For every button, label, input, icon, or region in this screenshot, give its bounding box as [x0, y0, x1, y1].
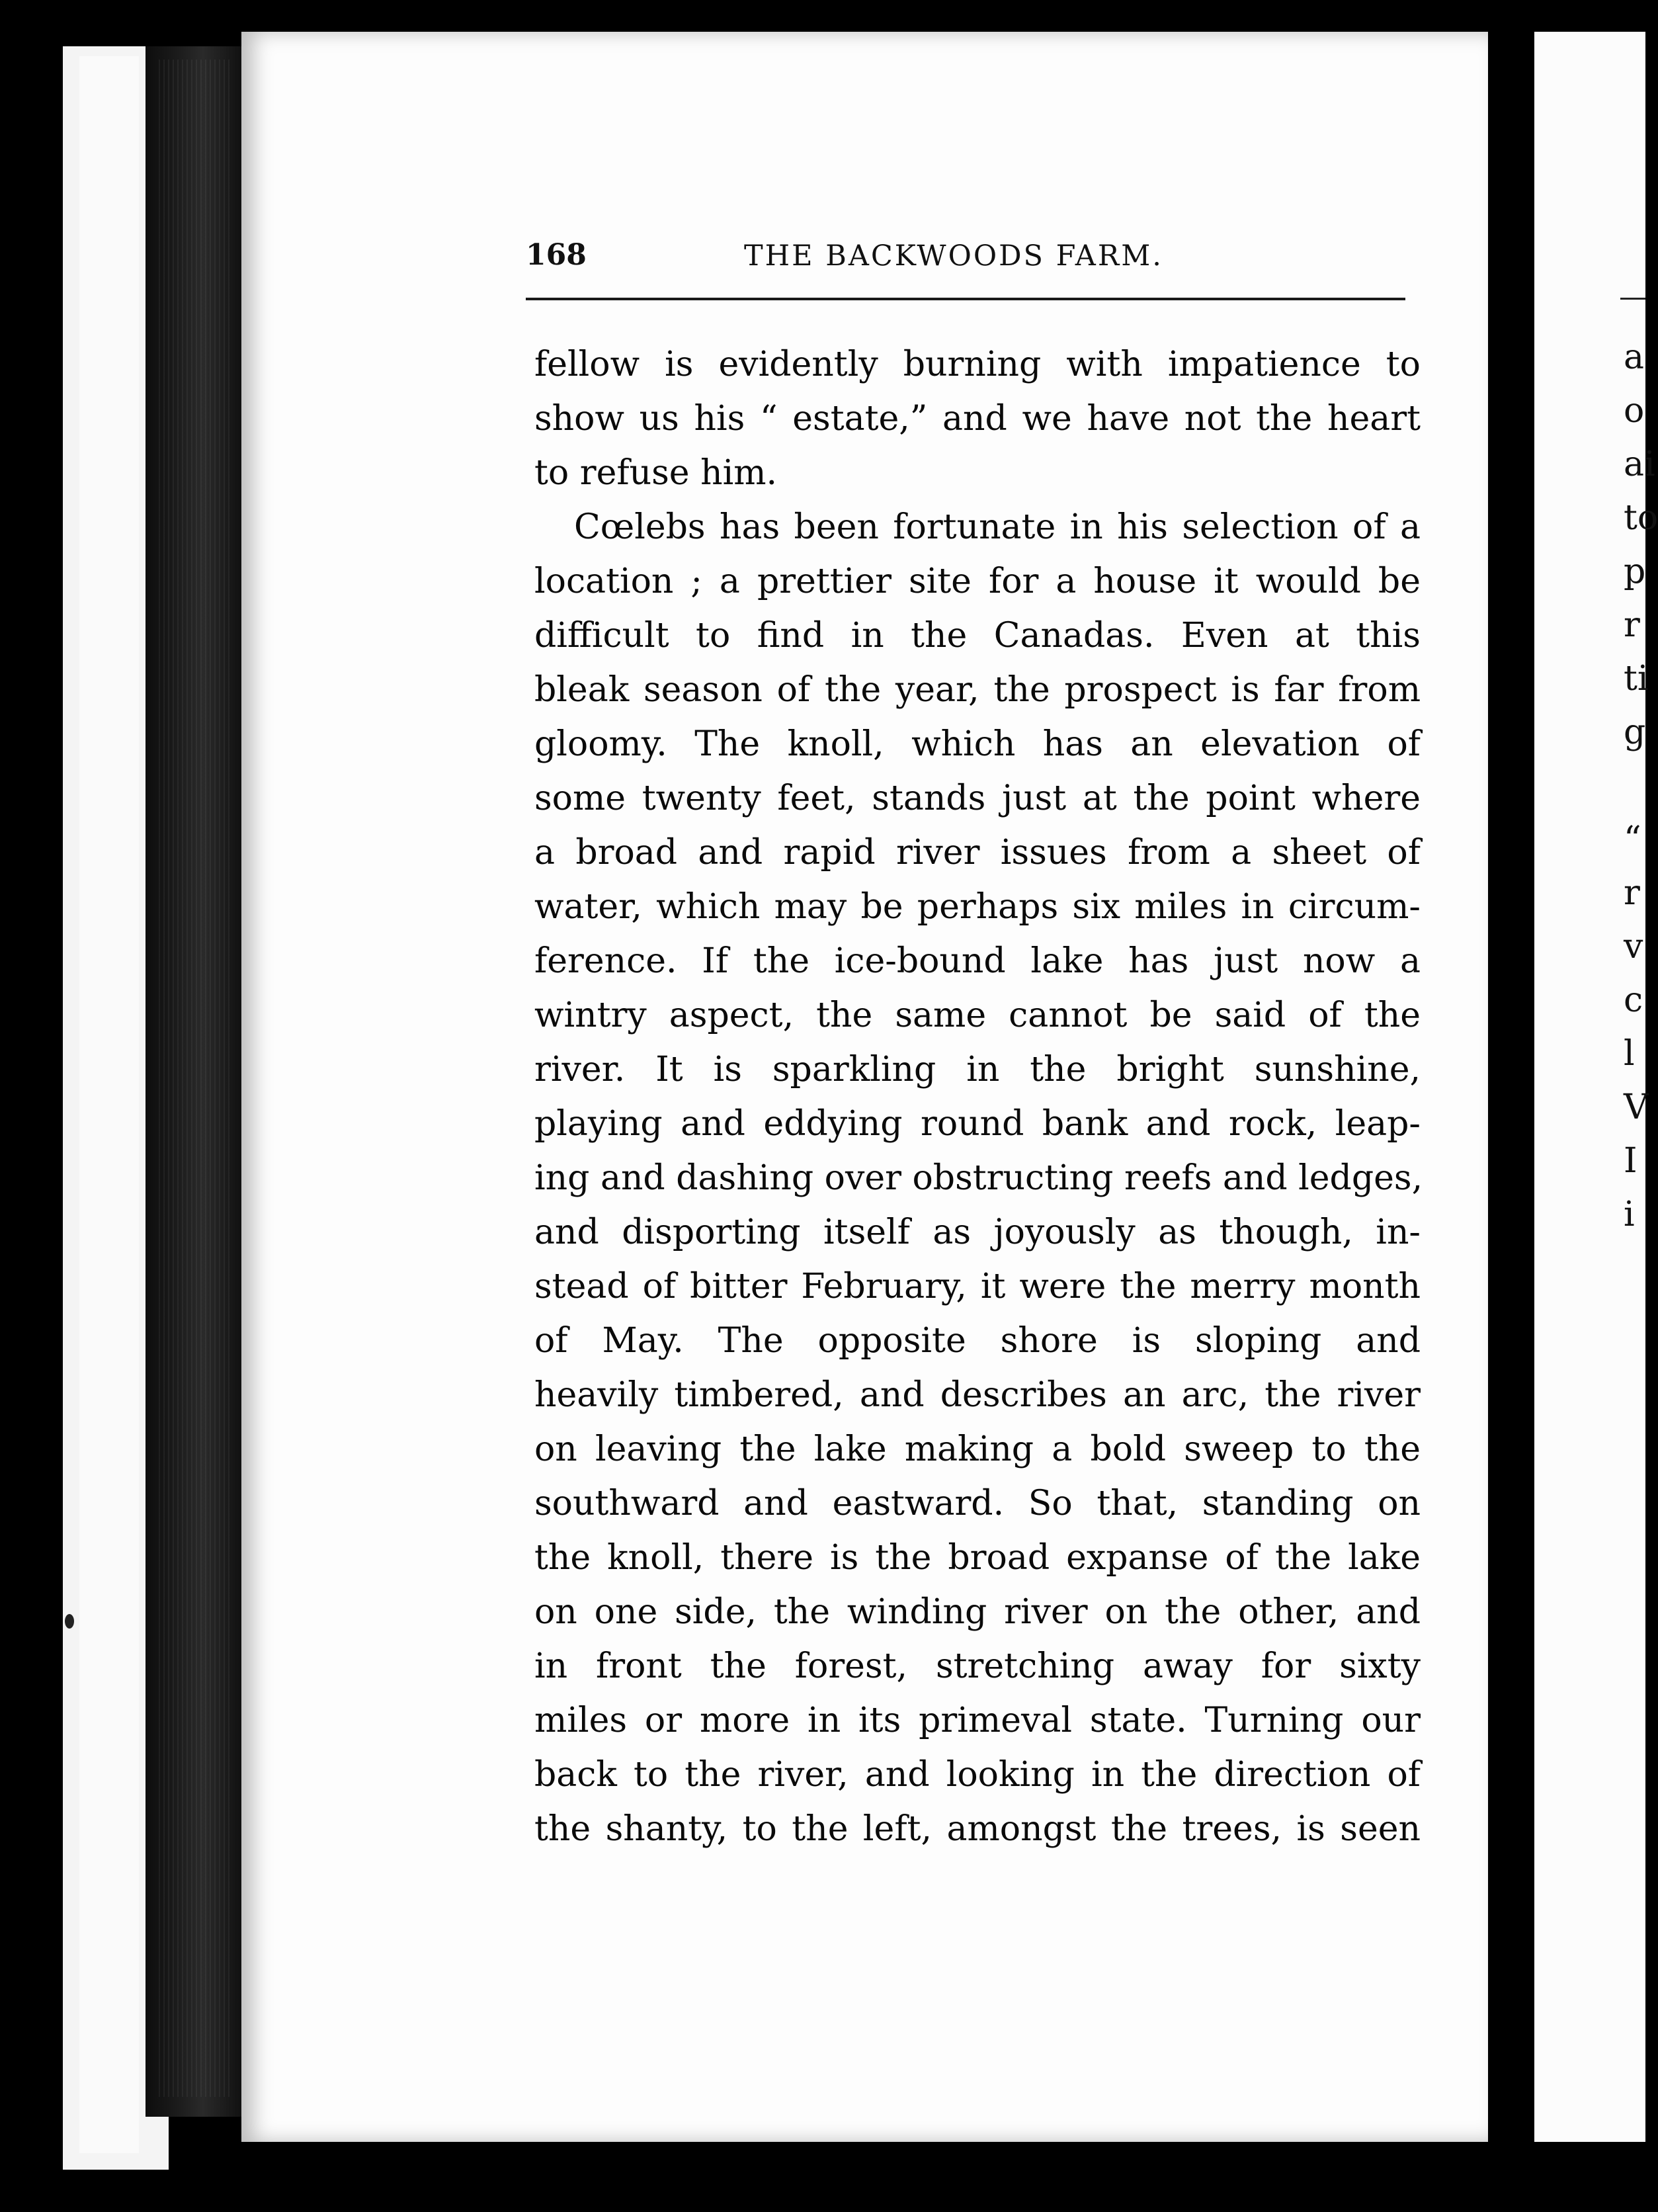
text-line: ing and dashing over obstructing reefs and ledges, — [534, 1158, 1423, 1198]
text-line: the knoll, there is the broad expanse of the lake — [534, 1538, 1421, 1578]
text-line: show us his “ estate,” and we have not the heart — [534, 399, 1421, 439]
text-line: fellow is evidently burning with impatience to — [534, 345, 1421, 384]
body-text — [534, 337, 1421, 1856]
text-line: river. It is sparkling in the bright sunshine, — [534, 1050, 1421, 1089]
text-line: miles or more in its primeval state. Turning our — [534, 1701, 1421, 1740]
text-line: stead of bitter February, it were the merry month — [534, 1267, 1421, 1306]
text-line: and disporting itself as joyously as though, in- — [534, 1212, 1421, 1252]
text-line: of May. The opposite shore is sloping and — [534, 1321, 1421, 1361]
header-rule — [526, 298, 1405, 300]
text-line: Cœlebs has been fortunate in his selection of a — [574, 507, 1421, 547]
text-line: some twenty feet, stands just at the point where — [534, 779, 1421, 818]
text-line: the shanty, to the left, amongst the trees, is seen — [534, 1809, 1421, 1849]
text-line: difficult to find in the Canadas. Even at this — [534, 616, 1421, 656]
text-line: to refuse him. — [534, 453, 778, 493]
text-line: location ; a prettier site for a house it would be — [534, 562, 1421, 601]
spine-texture — [159, 60, 231, 2097]
text-line: water, which may be perhaps six miles in circum- — [534, 887, 1421, 927]
left-page-edge-inner — [79, 56, 139, 2153]
text-line: ference. If the ice-bound lake has just now a — [534, 941, 1421, 981]
text-line: back to the river, and looking in the direction of — [534, 1755, 1421, 1795]
text-line: a broad and rapid river issues from a sheet of — [534, 833, 1421, 872]
page-speck — [65, 1614, 74, 1629]
next-page-text-fragments: a o ai to p r ti g “ r v c l V I i — [1624, 337, 1658, 1234]
text-line: heavily timbered, and describes an arc, the river — [534, 1375, 1421, 1415]
text-line: wintry aspect, the same cannot be said of the — [534, 996, 1421, 1035]
next-page-header-rule — [1620, 298, 1645, 300]
text-line: bleak season of the year, the prospect is far from — [534, 670, 1421, 710]
running-title: THE BACKWOODS FARM. — [744, 239, 1163, 273]
text-line: southward and eastward. So that, standing on — [534, 1484, 1421, 1523]
text-line: in front the forest, stretching away for sixty — [534, 1646, 1421, 1686]
text-line: playing and eddying round bank and rock, leap- — [534, 1104, 1421, 1144]
text-line: gloomy. The knoll, which has an elevation of — [534, 724, 1421, 764]
text-line: on one side, the winding river on the other, and — [534, 1592, 1421, 1632]
text-line: on leaving the lake making a bold sweep to the — [534, 1429, 1421, 1469]
running-head — [526, 238, 1405, 284]
page-number: 168 — [526, 238, 587, 272]
